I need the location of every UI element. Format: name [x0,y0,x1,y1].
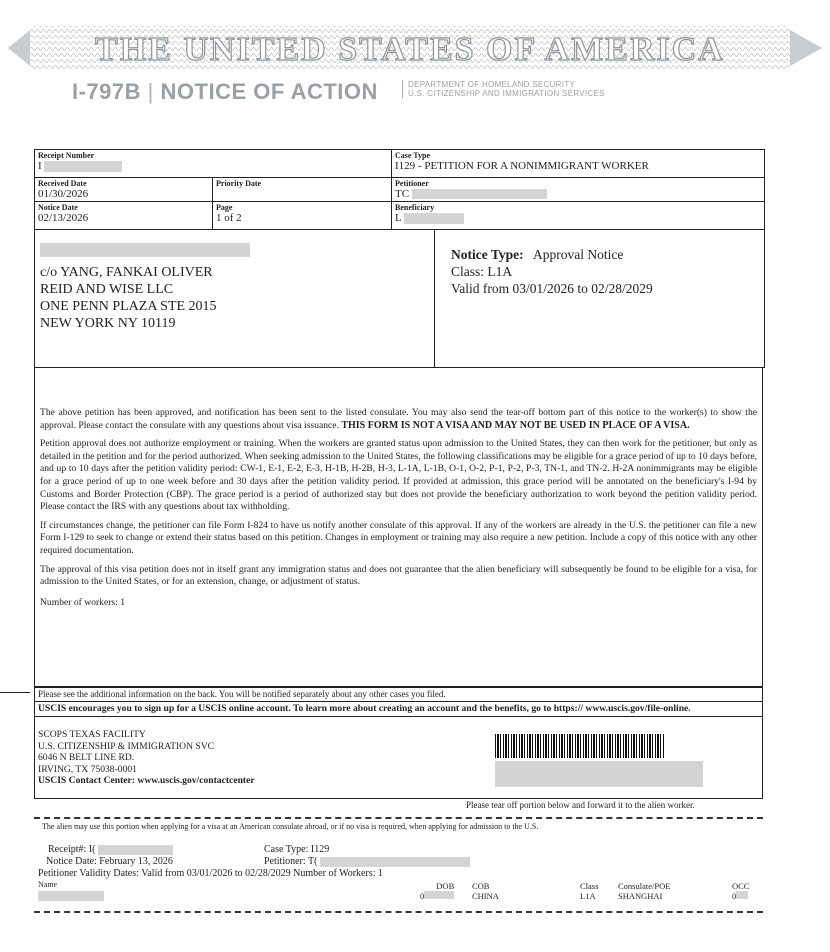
stub-name-label: Name [38,880,58,889]
facility-line3: 6046 N BELT LINE RD. [38,752,135,763]
petitioner-label: Petitioner [395,179,429,188]
department-line1: DEPARTMENT OF HOMELAND SECURITY [408,80,576,89]
valid-line: Valid from 03/01/2026 to 02/28/2029 [451,281,653,296]
barcode [495,734,665,758]
receipt-number-value: I [38,160,388,173]
stub-intro: The alien may use this portion when applying for a visa at an American consulate abroad, or if no visa is required, when applying for admission to the U.S. [42,822,539,831]
beneficiary-label: Beneficiary [395,203,435,212]
stub-petitioner: Petitioner: T( [264,856,470,868]
beneficiary-value: L [395,212,761,225]
redaction [40,243,250,257]
stub-dob: DOB 0 [420,881,455,901]
case-type-label: Case Type [395,151,431,160]
page-label: Page [216,203,233,212]
banner [0,22,830,74]
received-date-value: 01/30/2026 [38,188,89,200]
stub-consulate: Consulate/POE SHANGHAI [618,881,671,901]
class-line: Class: L1A [451,264,513,279]
tear-off-line-bottom [34,911,763,913]
petitioner-value: TC [395,188,761,201]
notice-body [34,367,763,687]
notice-date-label: Notice Date [38,203,78,212]
address-line1: c/o YANG, FANKAI OLIVER [40,265,213,280]
stub-case-type: Case Type: I129 [264,844,330,855]
redaction [412,189,547,199]
contact-center: USCIS Contact Center: www.uscis.gov/contactcenter [38,775,255,786]
body-paragraph-4: The approval of this visa petition does not in itself grant any immigration status and does not guarantee that the alien beneficiary will subsequently be found to be eligible for a visa, for admission to the United States, or for an extension, change, or adjustment of status. [40,563,757,588]
address-block [40,243,430,332]
number-of-workers: Number of workers: 1 [40,596,125,608]
tear-off-instruction: Please tear off portion below and forward it to the alien worker. [466,800,695,810]
stub-occ: OCC 0 [732,881,750,901]
priority-date-label: Priority Date [216,179,262,188]
stub-cob: COB CHINA [472,881,499,901]
stub-notice-date: Notice Date: February 13, 2026 [46,856,173,867]
redaction [424,891,454,899]
body-paragraph-1: The above petition has been approved, and notification has been sent to the listed consulate. You may also send the tear-off bottom part of this notice to the worker(s) to show the approval. Please contact the consulate with any questions about visa issuance. THIS FORM IS NOT A VISA AND MAY NOT BE USED IN PLACE OF A VISA. [40,407,757,431]
address-notice-box [34,229,765,368]
address-line3: ONE PENN PLAZA STE 2015 [40,299,217,314]
department-label [402,80,605,98]
banner-title: THE UNITED STATES OF AMERICA [95,31,725,68]
redaction [98,845,173,855]
address-line2: REID AND WISE LLC [40,282,174,297]
stub-receipt: Receipt#: I( [48,844,173,856]
not-a-visa-warning: THIS FORM IS NOT A VISA AND MAY NOT BE USED IN PLACE OF A VISA. [341,419,690,431]
form-code: I-797B [72,79,142,104]
redaction [320,857,470,867]
redaction [736,891,748,899]
notice-type-label: Notice Type: [451,247,524,262]
case-header-grid [34,149,765,230]
facility-address [38,729,255,787]
notice-of-action-title: NOTICE OF ACTION [160,79,378,104]
redaction [404,213,464,224]
receipt-number-label: Receipt Number [38,151,95,160]
redaction [495,761,703,787]
body-paragraph-3: If circumstances change, the petitioner can file Form I-824 to have us notify another consulate of this approval. If any of the workers are already in the U.S. the petitioner can file a new Form I-129 to seek to change or extend their status based on this petition. Changes in employment or training may also require a new petition. Include a copy of this notice with any other required documentation. [40,519,757,556]
margin-rule [0,692,30,693]
redaction [44,161,122,172]
form-title: I-797B | NOTICE OF ACTION [72,79,378,104]
department-line2: U.S. CITIZENSHIP AND IMMIGRATION SERVICES [408,89,605,98]
notice-type-value: Approval Notice [532,247,624,262]
divider [434,229,435,367]
stub-validity: Petitioner Validity Dates: Valid from 03/01/2026 to 02/28/2029 Number of Workers: 1 [38,868,383,879]
case-type-value: I129 - PETITION FOR A NONIMMIGRANT WORKER [395,160,649,172]
body-paragraph-2: Petition approval does not authorize employment or training. When the workers are granted status upon admission to the United States, they can then work for the petitioner, but only as detailed in the petition and for the period authorized. When seeking admission to the United States, the following classifications may be eligible for a grace period of up to 10 days before, and up to 10 days after the petition validity period: CW-1, E-1, E-2, E-3, H-1B, H-2B, H-3, L-1A, L-1B, O-1, O-2, P-1, P-2, P-3, TN-1, and TN-2. H-2A nonimmigrants may be eligible for a grace period of up to one week before and 30 days after the petition validity period. If provided at admission, this grace period will be annotated on the beneficiary's I-94 by Customs and Border Protection (CBP). The grace period is a period of authorized stay but does not provide the beneficiary authorization to work beyond the petition validity period. Please contact the IRS with any questions about tax withholding. [40,438,757,513]
redaction [38,891,104,901]
facility-line2: U.S. CITIZENSHIP & IMMIGRATION SVC [38,740,215,752]
tear-off-line-top [34,817,763,819]
facility-line4: IRVING, TX 75038-0001 [38,763,137,775]
additional-info: Please see the additional information on the back. You will be notified separately about any other cases you filed. [35,688,762,702]
facility-line1: SCOPS TEXAS FACILITY [38,729,146,740]
address-line4: NEW YORK NY 10119 [40,316,176,331]
received-date-label: Received Date [38,179,87,188]
notice-date-value: 02/13/2026 [38,212,89,224]
notice-type-block [451,246,751,297]
footer-box [34,687,763,799]
page-value: 1 of 2 [216,212,242,224]
notice-type [451,246,751,263]
online-account-notice: USCIS encourages you to sign up for a USCIS online account. To learn more about creating an account and the benefits, go to https:// www.uscis.gov/file-online. [35,702,762,717]
tear-off-stub [34,822,763,912]
stub-class: Class L1A [580,881,599,901]
